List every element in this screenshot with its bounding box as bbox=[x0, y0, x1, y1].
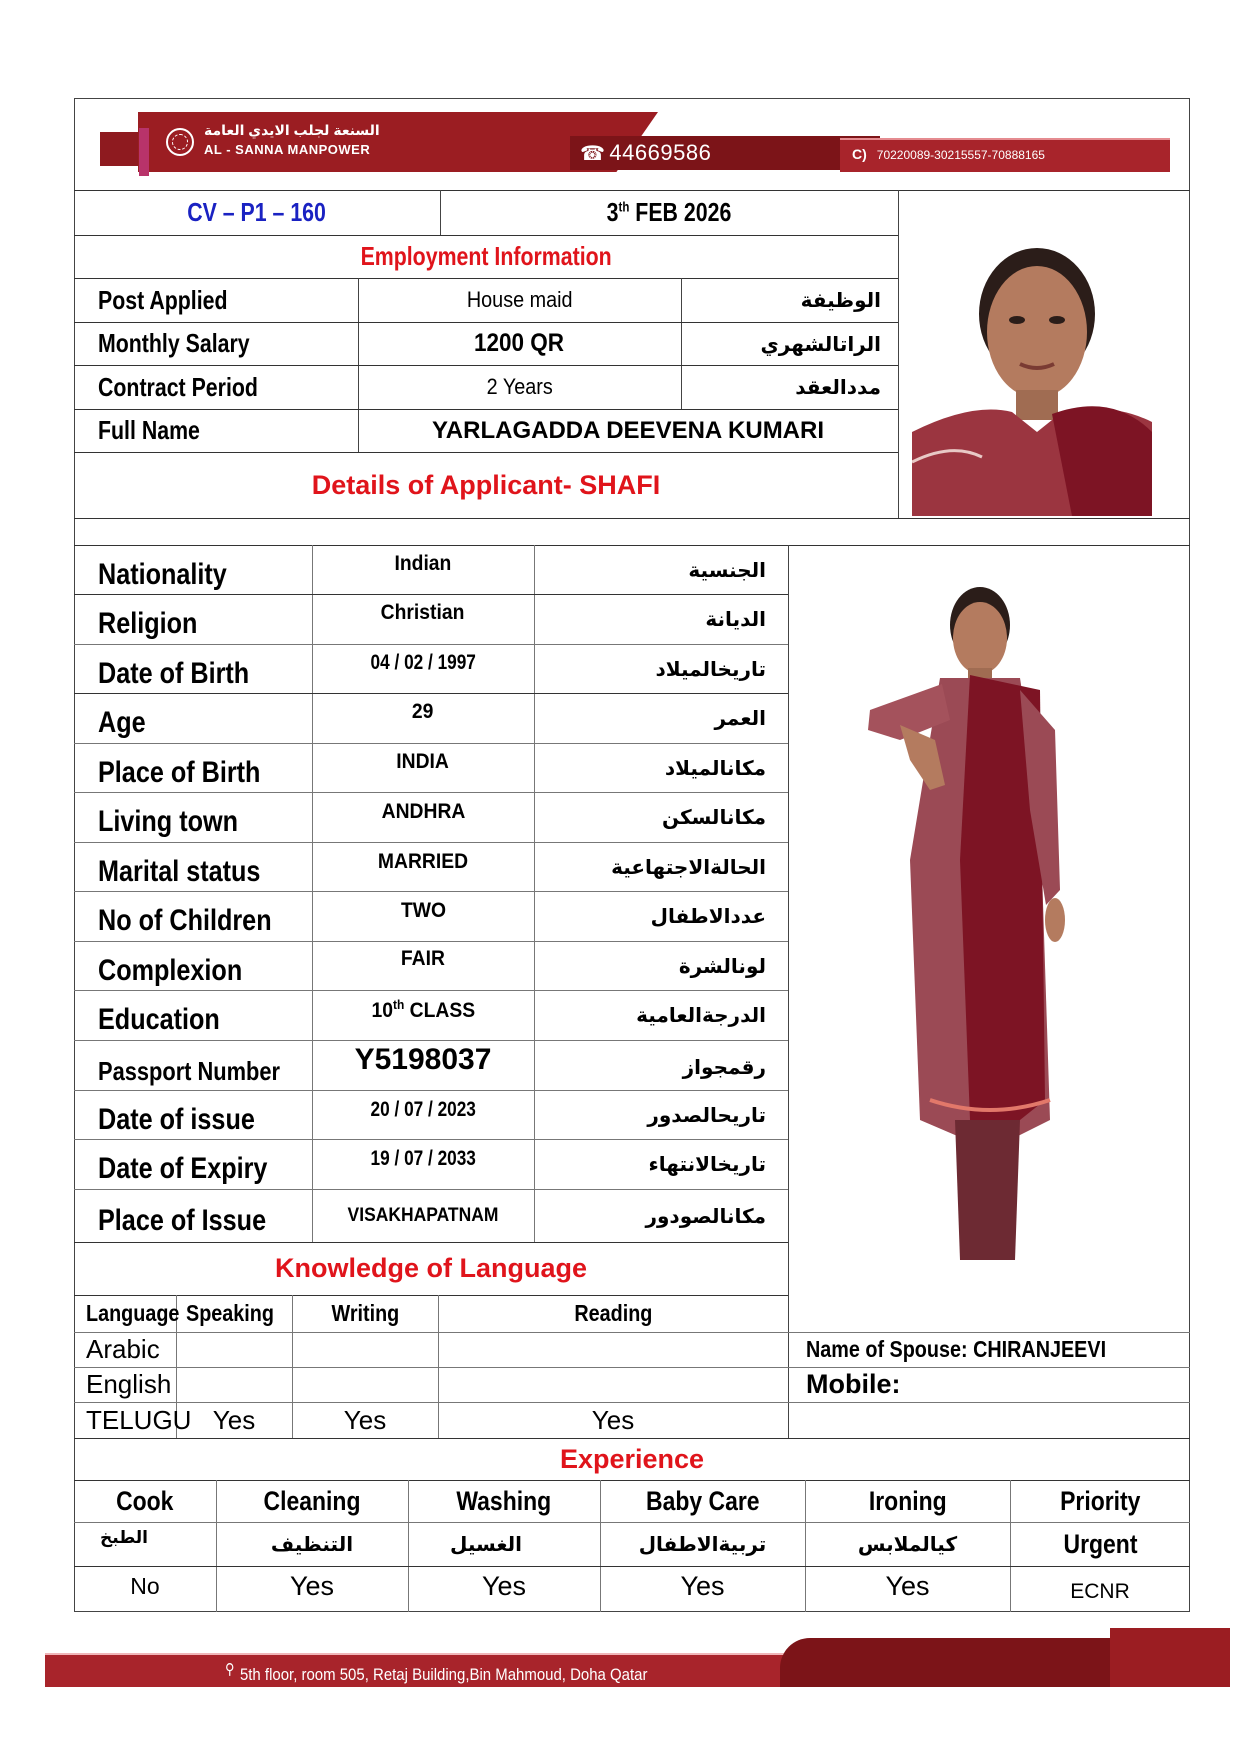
details-heading-cell bbox=[74, 452, 898, 518]
age-arabic-cell bbox=[534, 693, 766, 743]
place-of-birth-label-cell bbox=[98, 743, 308, 793]
lang-row-english bbox=[86, 1367, 176, 1402]
footer-end-block bbox=[1110, 1628, 1230, 1687]
issue-date-label-cell bbox=[98, 1090, 308, 1140]
marital-status-value-cell bbox=[312, 842, 534, 882]
exp-priority-urgent bbox=[1010, 1522, 1190, 1566]
lang-col-writing bbox=[292, 1295, 438, 1332]
exp-col-priority bbox=[1010, 1480, 1190, 1522]
exp-ar-washing bbox=[450, 1522, 600, 1566]
education-label-cell bbox=[98, 990, 308, 1040]
complexion-value: FAIR bbox=[400, 947, 446, 970]
education-value-cell bbox=[312, 990, 534, 1030]
post-applied-label-cell bbox=[98, 278, 348, 322]
post-applied-value: House maid bbox=[466, 287, 573, 312]
exp-val-ironing-text: Yes bbox=[885, 1570, 930, 1601]
full-name-label-cell bbox=[98, 409, 348, 452]
expiry-date-label-cell bbox=[98, 1139, 308, 1189]
telugu-speaking-value: Yes bbox=[212, 1404, 256, 1435]
exp-val-priority bbox=[1010, 1572, 1190, 1612]
place-of-birth-label: Place of Birth bbox=[98, 756, 261, 789]
exp-ar-washing-label: الغسيل bbox=[450, 1532, 523, 1556]
exp-ar-cook bbox=[100, 1522, 210, 1566]
company-name-arabic: السنعة لجلب الايدي العامة bbox=[204, 122, 380, 138]
nationality-value-cell bbox=[312, 545, 534, 583]
post-applied-label: Post Applied bbox=[98, 284, 228, 315]
living-town-label-cell bbox=[98, 792, 308, 842]
language-heading: Knowledge of Language bbox=[274, 1253, 587, 1283]
living-town-arabic-cell bbox=[534, 792, 766, 842]
lang-col-writing-label: Writing bbox=[331, 1300, 399, 1326]
lang-row-arabic bbox=[86, 1332, 176, 1367]
exp-val-washing-text: Yes bbox=[481, 1570, 527, 1601]
exp-ar-cleaning-label: التنظيف bbox=[270, 1532, 354, 1556]
age-value: 29 bbox=[412, 700, 434, 723]
expiry-date-value: 19 / 07 / 2033 bbox=[370, 1147, 476, 1170]
exp-val-cook bbox=[74, 1566, 216, 1606]
place-of-birth-value: INDIA bbox=[396, 750, 450, 773]
dob-arabic: تاريخالميلاد bbox=[655, 657, 766, 681]
dob-value: 04 / 02 / 1997 bbox=[370, 651, 476, 674]
expiry-date-arabic: تاريخالانتهاء bbox=[648, 1152, 766, 1176]
telugu-reading bbox=[438, 1402, 788, 1438]
place-of-issue-label: Place of Issue bbox=[98, 1203, 267, 1237]
salary-label-cell bbox=[98, 322, 348, 365]
cv-date-cell bbox=[440, 190, 898, 235]
telugu-reading-value: Yes bbox=[591, 1404, 635, 1435]
footer-dark-block bbox=[780, 1638, 1120, 1687]
divider bbox=[898, 190, 899, 518]
issue-date-arabic-cell bbox=[534, 1090, 766, 1140]
place-of-issue-arabic-cell bbox=[534, 1189, 766, 1242]
exp-ar-cook-label: الطبخ bbox=[100, 1528, 148, 1548]
footer-banner bbox=[45, 1620, 1230, 1695]
employment-heading: Employment Information bbox=[360, 241, 612, 271]
religion-label: Religion bbox=[98, 607, 198, 640]
footer-address-text: 5th floor, room 505, Retaj Building,Bin Mahmoud, Doha Qatar bbox=[239, 1665, 648, 1684]
exp-val-cleaning bbox=[216, 1566, 408, 1606]
exp-col-washing bbox=[408, 1480, 600, 1522]
marital-status-label: Marital status bbox=[98, 855, 261, 888]
salary-value: 1200 QR bbox=[474, 329, 565, 357]
issue-date-value: 20 / 07 / 2023 bbox=[370, 1098, 476, 1121]
children-arabic: عددالاطفال bbox=[650, 904, 766, 928]
children-label-cell bbox=[98, 891, 308, 941]
place-of-issue-value-cell bbox=[312, 1189, 534, 1242]
exp-ar-cleaning bbox=[216, 1522, 408, 1566]
applicant-full-body-photo bbox=[850, 560, 1090, 1300]
age-label-cell bbox=[98, 693, 308, 743]
lang-col-reading bbox=[438, 1295, 788, 1332]
company-mobiles bbox=[852, 146, 1045, 162]
dob-value-cell bbox=[312, 644, 534, 682]
expiry-date-label: Date of Expiry bbox=[98, 1152, 268, 1185]
exp-val-cook-text: No bbox=[130, 1572, 160, 1599]
education-arabic-cell bbox=[534, 990, 766, 1040]
exp-ar-baby-care bbox=[600, 1522, 805, 1566]
complexion-label: Complexion bbox=[98, 954, 243, 987]
full-name-value: YARLAGADDA DEEVENA KUMARI bbox=[431, 416, 825, 444]
language-heading-cell bbox=[74, 1242, 788, 1295]
details-heading: Details of Applicant- SHAFI bbox=[311, 469, 661, 500]
experience-heading-cell bbox=[74, 1438, 1190, 1480]
living-town-label: Living town bbox=[98, 805, 238, 838]
complexion-arabic-cell bbox=[534, 941, 766, 991]
children-label: No of Children bbox=[98, 904, 272, 937]
date-rest: FEB 2026 bbox=[629, 197, 732, 227]
nationality-label-cell bbox=[98, 545, 308, 595]
passport-value: Y5198037 bbox=[354, 1043, 492, 1076]
company-banner bbox=[100, 112, 1170, 176]
education-label: Education bbox=[98, 1003, 220, 1036]
date-day: 3 bbox=[606, 197, 619, 227]
spouse-label: Name of Spouse: bbox=[806, 1336, 974, 1362]
religion-arabic-cell bbox=[534, 594, 766, 644]
exp-ar-ironing bbox=[805, 1522, 1010, 1566]
employment-heading-cell bbox=[74, 235, 898, 278]
lang-english-label: English bbox=[86, 1369, 172, 1399]
children-value: TWO bbox=[400, 899, 446, 922]
exp-col-cook bbox=[74, 1480, 216, 1522]
marital-status-arabic: الحالةالاجتهاعية bbox=[611, 855, 766, 879]
religion-value-cell bbox=[312, 594, 534, 632]
salary-label: Monthly Salary bbox=[98, 328, 250, 358]
exp-col-ironing-label: Ironing bbox=[868, 1485, 947, 1516]
cv-code: CV – P1 – 160 bbox=[187, 197, 327, 227]
contract-arabic: مددالعقد bbox=[795, 375, 881, 399]
exp-col-cook-label: Cook bbox=[116, 1485, 174, 1516]
phone-number: 44669586 bbox=[609, 140, 712, 165]
complexion-value-cell bbox=[312, 941, 534, 977]
nationality-label: Nationality bbox=[98, 558, 227, 591]
telugu-writing bbox=[292, 1402, 438, 1438]
cv-date bbox=[607, 197, 732, 228]
salary-value-cell bbox=[358, 322, 681, 365]
children-value-cell bbox=[312, 891, 534, 931]
lang-telugu-label: TELUGU bbox=[86, 1404, 192, 1435]
place-of-issue-arabic: مكانالصودور bbox=[645, 1203, 766, 1228]
company-name: AL - SANNA MANPOWER bbox=[204, 142, 371, 157]
dob-label-cell bbox=[98, 644, 308, 694]
banner-accent-bar bbox=[139, 128, 149, 176]
exp-val-baby-care bbox=[600, 1566, 805, 1606]
age-value-cell bbox=[312, 693, 534, 731]
full-name-label: Full Name bbox=[98, 415, 200, 445]
spouse-cell bbox=[806, 1332, 1190, 1367]
lang-col-speaking bbox=[186, 1295, 292, 1332]
place-of-birth-arabic: مكانالميلاد bbox=[664, 756, 766, 780]
passport-arabic-cell bbox=[534, 1040, 766, 1094]
age-arabic: العمر bbox=[714, 706, 766, 730]
living-town-arabic: مكانالسكن bbox=[661, 805, 766, 829]
passport-label: Passport Number bbox=[98, 1055, 281, 1086]
exp-col-baby-care bbox=[600, 1480, 805, 1522]
religion-arabic: الديانة bbox=[705, 607, 766, 631]
exp-col-ironing bbox=[805, 1480, 1010, 1522]
education-value-rest: CLASS bbox=[403, 999, 475, 1022]
expiry-date-value-cell bbox=[312, 1139, 534, 1179]
post-applied-arabic: الوظيفة bbox=[800, 288, 881, 312]
exp-val-washing bbox=[408, 1566, 600, 1606]
cv-code-cell bbox=[74, 190, 440, 235]
issue-date-arabic: تاريحالصدور bbox=[647, 1103, 766, 1127]
marital-status-label-cell bbox=[98, 842, 308, 892]
date-suffix: th bbox=[618, 198, 630, 215]
mobile-phone-icon: C) bbox=[852, 146, 867, 162]
salary-arabic-cell bbox=[681, 322, 881, 365]
education-value-suffix: th bbox=[392, 997, 404, 1012]
telephone-icon: ☎ bbox=[580, 143, 606, 165]
applicant-portrait-photo bbox=[912, 232, 1152, 516]
education-value bbox=[371, 997, 475, 1023]
full-name-value-cell bbox=[358, 409, 898, 452]
exp-col-priority-label: Priority bbox=[1059, 1485, 1141, 1516]
place-of-issue-value: VISAKHAPATNAM bbox=[347, 1204, 499, 1226]
religion-label-cell bbox=[98, 594, 308, 644]
mobile-numbers: 70220089-30215557-70888165 bbox=[876, 148, 1045, 162]
place-of-issue-label-cell bbox=[98, 1189, 308, 1242]
contract-value-cell bbox=[358, 365, 681, 409]
footer-address bbox=[225, 1660, 647, 1685]
experience-heading: Experience bbox=[559, 1443, 705, 1474]
passport-label-cell bbox=[98, 1040, 308, 1090]
lang-col-language-label: Language bbox=[86, 1300, 180, 1326]
post-applied-arabic-cell bbox=[681, 278, 881, 322]
issue-date-value-cell bbox=[312, 1090, 534, 1130]
location-pin-icon: ⚲ bbox=[225, 1661, 235, 1678]
exp-col-cleaning bbox=[216, 1480, 408, 1522]
exp-col-washing-label: Washing bbox=[456, 1485, 552, 1516]
exp-ar-baby-care-label: تربيةالاطفال bbox=[638, 1532, 767, 1556]
contract-label-cell bbox=[98, 365, 348, 409]
age-label: Age bbox=[98, 706, 146, 739]
post-applied-value-cell bbox=[358, 278, 681, 322]
place-of-birth-arabic-cell bbox=[534, 743, 766, 793]
education-arabic: الدرجةالعامية bbox=[636, 1003, 766, 1027]
spouse-name: CHIRANJEEVI bbox=[973, 1336, 1107, 1362]
issue-date-label: Date of issue bbox=[98, 1103, 255, 1136]
marital-status-value: MARRIED bbox=[377, 850, 469, 873]
exp-col-cleaning-label: Cleaning bbox=[263, 1485, 361, 1516]
contract-arabic-cell bbox=[681, 365, 881, 409]
exp-ar-ironing-label: كيالملابس bbox=[857, 1532, 958, 1556]
contract-value: 2 Years bbox=[486, 374, 553, 399]
lang-row-telugu bbox=[86, 1402, 192, 1438]
lang-col-language bbox=[86, 1295, 180, 1332]
exp-val-priority-text: ECNR bbox=[1070, 1580, 1130, 1603]
expiry-date-arabic-cell bbox=[534, 1139, 766, 1189]
passport-value-cell bbox=[312, 1040, 534, 1080]
globe-logo-icon bbox=[166, 128, 194, 156]
passport-arabic: رقمجواز bbox=[682, 1055, 766, 1079]
spouse-text bbox=[806, 1336, 1106, 1363]
company-phone bbox=[580, 140, 711, 166]
exp-val-baby-care-text: Yes bbox=[680, 1570, 725, 1601]
dob-label: Date of Birth bbox=[98, 657, 250, 690]
telugu-writing-value: Yes bbox=[343, 1404, 387, 1435]
place-of-birth-value-cell bbox=[312, 743, 534, 781]
dob-arabic-cell bbox=[534, 644, 766, 694]
living-town-value-cell bbox=[312, 792, 534, 832]
exp-priority-urgent-label: Urgent bbox=[1063, 1528, 1137, 1559]
telugu-speaking bbox=[176, 1402, 292, 1438]
nationality-value: Indian bbox=[394, 552, 452, 575]
lang-arabic-label: Arabic bbox=[86, 1334, 160, 1364]
divider bbox=[74, 518, 1190, 519]
divider bbox=[788, 545, 789, 1438]
living-town-value: ANDHRA bbox=[381, 800, 465, 823]
complexion-label-cell bbox=[98, 941, 308, 991]
exp-col-baby-care-label: Baby Care bbox=[645, 1485, 760, 1516]
religion-value: Christian bbox=[381, 601, 465, 624]
children-arabic-cell bbox=[534, 891, 766, 941]
lang-col-reading-label: Reading bbox=[573, 1300, 653, 1326]
lang-col-speaking-label: Speaking bbox=[186, 1300, 274, 1326]
spouse-mobile-cell bbox=[806, 1367, 1190, 1402]
contract-label: Contract Period bbox=[98, 371, 258, 402]
education-value-num: 10 bbox=[371, 999, 393, 1022]
exp-val-ironing bbox=[805, 1566, 1010, 1606]
nationality-arabic: الجنسية bbox=[688, 558, 766, 582]
exp-val-cleaning-text: Yes bbox=[289, 1570, 335, 1601]
complexion-arabic: لونالشرة bbox=[678, 954, 766, 978]
marital-status-arabic-cell bbox=[534, 842, 766, 892]
salary-arabic: الراتالشهري bbox=[760, 331, 881, 356]
nationality-arabic-cell bbox=[534, 545, 766, 595]
spouse-mobile-label: Mobile: bbox=[806, 1369, 901, 1399]
